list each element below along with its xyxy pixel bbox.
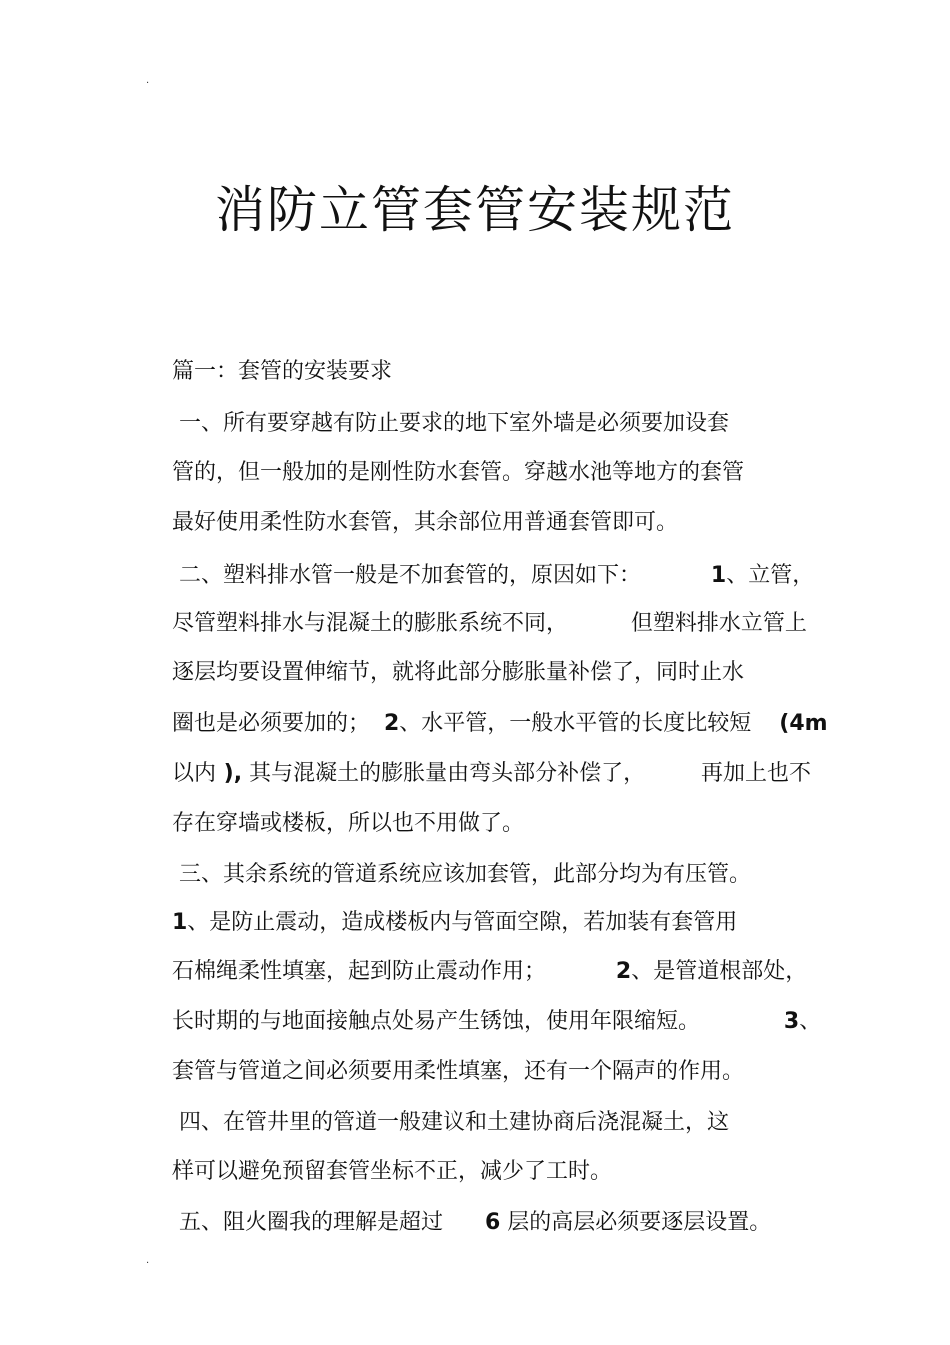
text-run: 石棉绳柔性填塞，起到防止震动作用； [171, 959, 616, 984]
page-marker-top: . [146, 75, 150, 86]
text-run: 一、所有要穿越有防止要求的地下室外墙是必须要加设套 [171, 411, 729, 436]
paragraph-line [144, 1181, 771, 1265]
text-run: 、是管道根部处， [631, 959, 808, 984]
text-run: 四、在管井里的管道一般建议和土建协商后浇混凝土，这 [171, 1110, 729, 1135]
text-run: 尽管塑料排水与混凝土的膨胀系统不同， 但塑料排水立管上 [171, 611, 807, 636]
text-run: 套管与管道之间必须要用柔性填塞，还有一个隔声的作用。 [171, 1059, 744, 1084]
page-marker-bottom: . [146, 1255, 150, 1266]
text-run: 最好使用柔性防水套管，其余部位用普通套管即可。 [171, 510, 678, 535]
list-number: 1 [171, 910, 188, 935]
text-run: 、 [799, 1009, 822, 1034]
text-run: 层的高层必须要逐层设置。 [500, 1210, 772, 1235]
measurement: (4m [779, 711, 828, 736]
paren-close: ), [216, 761, 243, 786]
text-run: 五、阻火圈我的理解是超过 [171, 1210, 485, 1235]
document-title: 消防立管套管安装规范 [215, 181, 735, 239]
text-run: 圈也是必须要加的； [171, 711, 384, 736]
list-number: 1 [710, 563, 727, 588]
text-run: 以内 [171, 761, 216, 786]
text-run: 二、塑料排水管一般是不加套管的，原因如下： [171, 563, 641, 588]
text-run: 三、其余系统的管道系统应该加套管，此部分均为有压管。 [171, 862, 751, 887]
list-number: 3 [783, 1009, 800, 1034]
text-run: 管的，但一般加的是刚性防水套管。穿越水池等地方的套管 [171, 460, 744, 485]
text-run: 存在穿墙或楼板，所以也不用做了。 [171, 811, 524, 836]
text-run: 、立管， [726, 563, 815, 588]
text-run: 样可以避免预留套管坐标不正，减少了工时。 [171, 1159, 612, 1184]
text-run: 、是防止震动，造成楼板内与管面空隙，若加装有套管用 [187, 910, 738, 935]
list-number: 2 [615, 959, 632, 984]
text-run: 篇一：套管的安装要求 [171, 359, 392, 384]
list-number: 6 [484, 1210, 501, 1235]
text-run: 其与混凝土的膨胀量由弯头部分补偿了， 再加上也不 [242, 761, 812, 786]
text-run: 、水平管，一般水平管的长度比较短 [399, 711, 780, 736]
list-number: 2 [383, 711, 400, 736]
text-run: 逐层均要设置伸缩节，就将此部分膨胀量补偿了，同时止水 [171, 660, 744, 685]
text-run: 长时期的与地面接触点处易产生锈蚀，使用年限缩短。 [171, 1009, 784, 1034]
